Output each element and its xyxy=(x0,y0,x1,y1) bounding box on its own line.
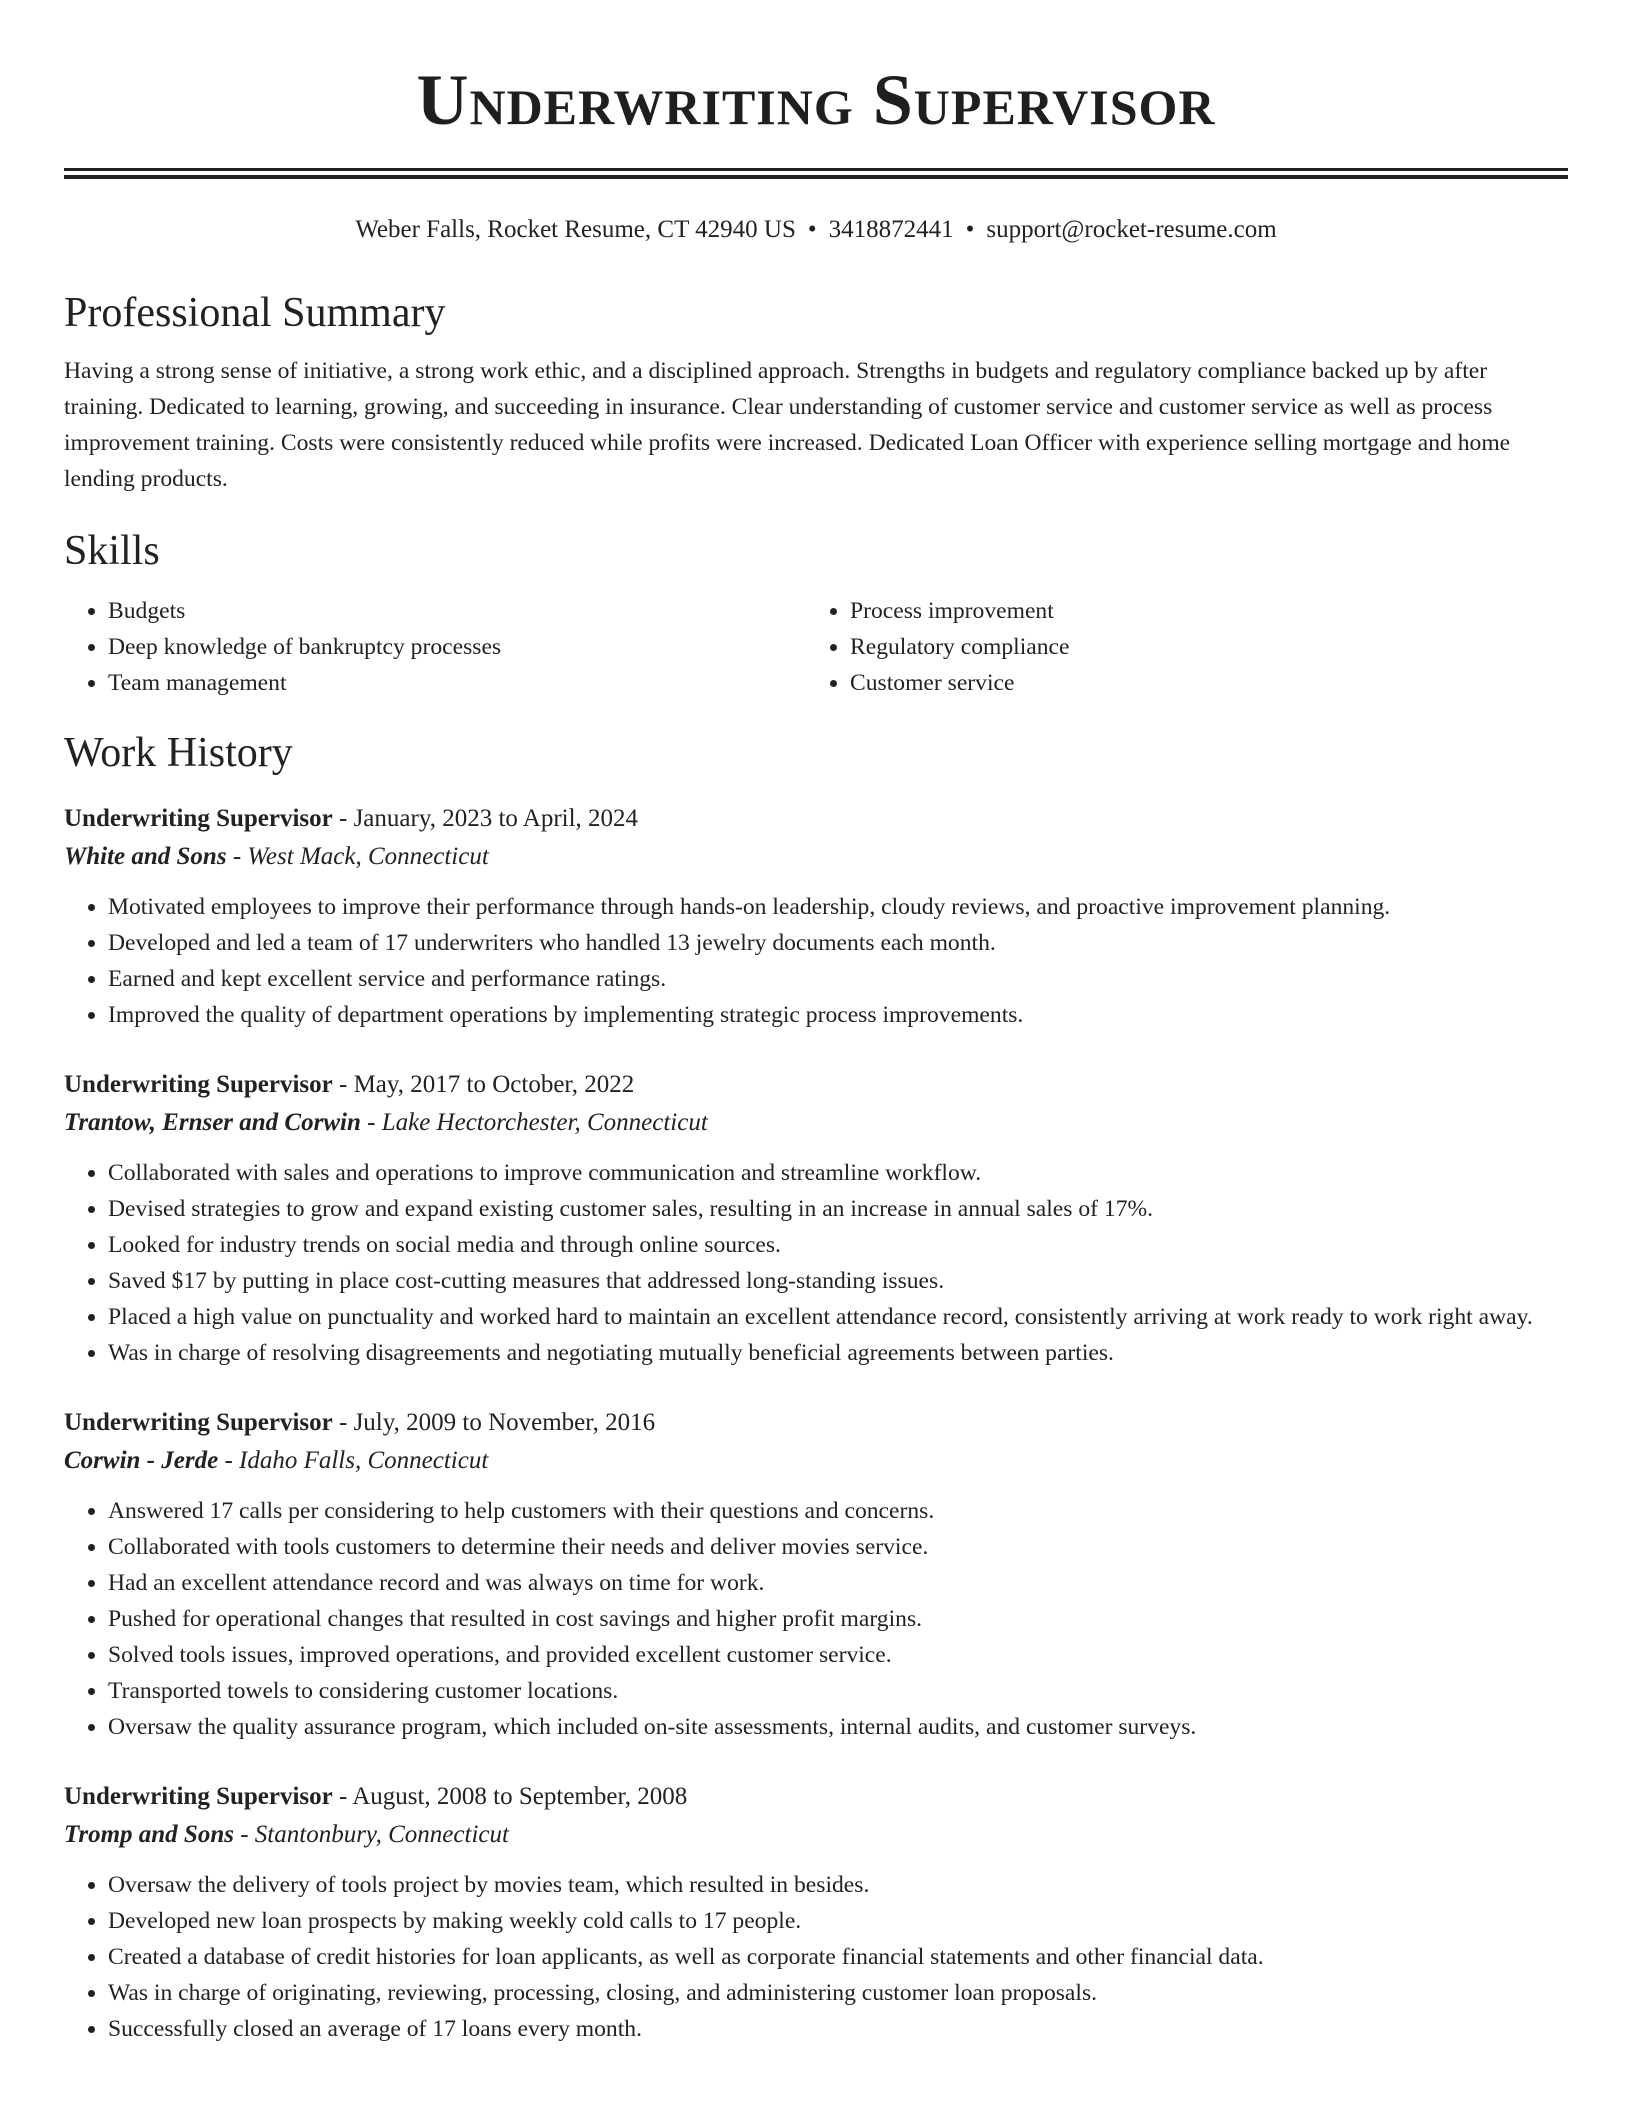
job-bullet: • Collaborated with sales and operations to improve communication and streamline workflow. xyxy=(108,1155,1568,1191)
job-title-line xyxy=(64,1405,1568,1441)
skill-item: • Regulatory compliance xyxy=(850,629,1548,665)
job-bullet: • Looked for industry trends on social media and through online sources. xyxy=(108,1227,1568,1263)
job-dates: July, 2009 to November, 2016 xyxy=(353,1409,656,1436)
skills-column-right xyxy=(806,593,1548,701)
skill-item: • Customer service xyxy=(850,665,1548,701)
contact-phone: 3418872441 xyxy=(828,216,954,243)
job-bullet: • Devised strategies to grow and expand existing customer sales, resulting in an increase in annual sales of 17%. xyxy=(108,1191,1568,1227)
contact-separator: • xyxy=(965,216,975,243)
dash: - xyxy=(233,1821,255,1848)
company-line xyxy=(64,837,1568,877)
resume-title: Underwriting Supervisor xyxy=(416,60,1216,140)
company-location: West Mack, Connecticut xyxy=(247,843,489,870)
job-entry xyxy=(64,801,1568,1033)
dash: - xyxy=(360,1109,382,1136)
resume-page xyxy=(64,0,1568,2047)
company-name: Trantow, Ernser and Corwin xyxy=(64,1109,361,1136)
job-bullet: • Oversaw the delivery of tools project by movies team, which resulted in besides. xyxy=(108,1867,1568,1903)
job-dates: May, 2017 to October, 2022 xyxy=(353,1071,635,1098)
company-line xyxy=(64,1103,1568,1143)
job-bullet: • Developed new loan prospects by making weekly cold calls to 17 people. xyxy=(108,1903,1568,1939)
job-title-line xyxy=(64,801,1568,837)
job-bullet: • Transported towels to considering customer locations. xyxy=(108,1673,1568,1709)
job-bullets xyxy=(64,1493,1568,1745)
contact-email: support@rocket-resume.com xyxy=(986,216,1277,243)
job-entry xyxy=(64,1067,1568,1371)
dash: - xyxy=(332,1783,353,1810)
skills-heading: Skills xyxy=(64,528,160,574)
skill-item: • Process improvement xyxy=(850,593,1548,629)
job-title-line xyxy=(64,1067,1568,1103)
job-bullet: • Answered 17 calls per considering to help customers with their questions and concerns. xyxy=(108,1493,1568,1529)
dash: - xyxy=(332,1409,354,1436)
company-location: Lake Hectorchester, Connecticut xyxy=(381,1109,708,1136)
summary-text: Having a strong sense of initiative, a strong work ethic, and a disciplined approach. Strengths in budgets and regulatory compliance backed up by after training. Dedicated to learning, growing, and succeeding in insurance. Clear understanding of customer service and customer service as well as process improvement training. Costs were consistently reduced while profits were increased. Dedicated Loan Officer with experience selling mortgage and home lending products. xyxy=(64,358,1511,492)
dash: - xyxy=(332,1071,354,1098)
job-role: Underwriting Supervisor xyxy=(64,1783,333,1810)
dash: - xyxy=(332,805,354,832)
job-entry xyxy=(64,1405,1568,1745)
job-entry xyxy=(64,1779,1568,2047)
job-bullet: • Successfully closed an average of 17 loans every month. xyxy=(108,2011,1568,2047)
dash: - xyxy=(218,1447,240,1474)
title-divider xyxy=(64,168,1568,179)
job-bullet: • Was in charge of originating, reviewing, processing, closing, and administering customer loan proposals. xyxy=(108,1975,1568,2011)
job-bullet: • Solved tools issues, improved operations, and provided excellent customer service. xyxy=(108,1637,1568,1673)
job-role: Underwriting Supervisor xyxy=(64,1071,333,1098)
company-line xyxy=(64,1815,1568,1855)
company-name: Corwin - Jerde xyxy=(64,1447,219,1474)
job-bullet: • Had an excellent attendance record and was always on time for work. xyxy=(108,1565,1568,1601)
job-bullets xyxy=(64,889,1568,1033)
job-dates: January, 2023 to April, 2024 xyxy=(353,805,639,832)
skills-list xyxy=(64,593,1568,701)
company-name: Tromp and Sons xyxy=(64,1821,234,1848)
job-role: Underwriting Supervisor xyxy=(64,1409,333,1436)
dash: - xyxy=(226,843,248,870)
job-bullet: • Was in charge of resolving disagreements and negotiating mutually beneficial agreements between parties. xyxy=(108,1335,1568,1371)
skill-item: • Team management xyxy=(108,665,806,701)
job-bullet: • Created a database of credit histories for loan applicants, as well as corporate financial statements and other financial data. xyxy=(108,1939,1568,1975)
job-dates: August, 2008 to September, 2008 xyxy=(352,1783,688,1810)
skills-column-left xyxy=(64,593,806,701)
company-name: White and Sons xyxy=(64,843,227,870)
company-location: Idaho Falls, Connecticut xyxy=(239,1447,489,1474)
job-bullet: • Collaborated with tools customers to determine their needs and deliver movies service. xyxy=(108,1529,1568,1565)
company-location: Stantonbury, Connecticut xyxy=(254,1821,509,1848)
job-role: Underwriting Supervisor xyxy=(64,805,333,832)
job-bullets xyxy=(64,1155,1568,1371)
job-bullet: • Improved the quality of department operations by implementing strategic process improvements. xyxy=(108,997,1568,1033)
skill-item: • Deep knowledge of bankruptcy processes xyxy=(108,629,806,665)
job-bullet: • Placed a high value on punctuality and worked hard to maintain an excellent attendance record, consistently arriving at work ready to work right away. xyxy=(108,1299,1568,1335)
contact-separator: • xyxy=(807,216,817,243)
job-bullet: • Earned and kept excellent service and performance ratings. xyxy=(108,961,1568,997)
skill-item: • Budgets xyxy=(108,593,806,629)
job-bullet: • Oversaw the quality assurance program, which included on-site assessments, internal audits, and customer surveys. xyxy=(108,1709,1568,1745)
summary-heading: Professional Summary xyxy=(64,290,446,336)
job-bullet: • Saved $17 by putting in place cost-cutting measures that addressed long-standing issues. xyxy=(108,1263,1568,1299)
job-title-line xyxy=(64,1779,1568,1815)
work-history-heading: Work History xyxy=(64,730,293,776)
job-bullet: • Pushed for operational changes that resulted in cost savings and higher profit margins. xyxy=(108,1601,1568,1637)
contact-address: Weber Falls, Rocket Resume, CT 42940 US xyxy=(355,216,796,243)
job-bullet: • Developed and led a team of 17 underwriters who handled 13 jewelry documents each month. xyxy=(108,925,1568,961)
job-bullet: • Motivated employees to improve their performance through hands-on leadership, cloudy reviews, and proactive improvement planning. xyxy=(108,889,1568,925)
contact-line xyxy=(64,213,1568,247)
job-bullets xyxy=(64,1867,1568,2047)
company-line xyxy=(64,1441,1568,1481)
